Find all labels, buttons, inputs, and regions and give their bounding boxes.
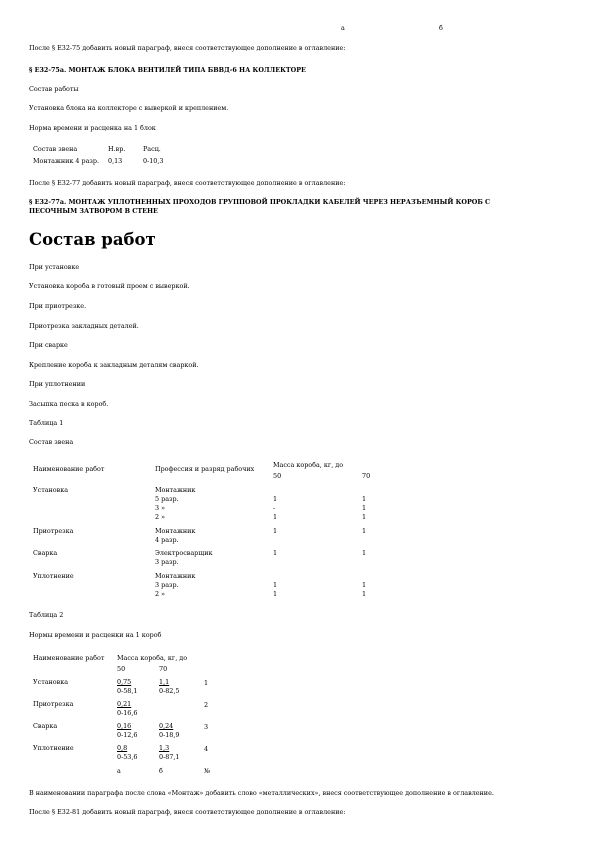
small-table-header-time: Н.вр. [108,145,126,153]
table1-label: Таблица 1 [29,419,64,427]
table2-footer-a: а [117,767,121,775]
section-heading-e32-75a: § Е32-75а. МОНТАЖ БЛОКА ВЕНТИЛЕЙ ТИПА БВВД-6 НА КОЛЛЕКТОРЕ [29,66,306,74]
table1-m70: 1 [362,581,367,589]
table2-row-work: Уплотнение [33,744,74,752]
table1-m50: 1 [273,549,278,557]
table1-row-work: Приотрезка [33,527,74,535]
table2-label: Таблица 2 [29,611,64,619]
table1-row-work: Установка [33,486,69,494]
table2-time-70: 0,24 [159,722,174,730]
table1-row-work: Сварка [33,549,58,557]
table2-rate-70: 0-87,1 [159,753,180,761]
table2-header-mass: Масса короба, кг, до [117,654,188,662]
small-table-rate: 0-10,3 [143,157,164,165]
intro-paragraph-2: После § Е32-77 добавить новый параграф, внеся соответствующее дополнение в оглавление: [29,179,346,187]
table2-rate-70: 0-82,5 [159,687,180,695]
table1-row-work: Уплотнение [33,572,74,580]
table1-m70: 1 [362,549,367,557]
table1-m70: 1 [362,527,367,535]
table1-m50: 1 [273,527,278,535]
table1-prof: 2 » [155,513,166,521]
composition-label: Состав работы [29,85,79,93]
table1-m70: 1 [362,504,367,512]
table2-time-70: 1,3 [159,744,170,752]
table2-row-work: Установка [33,678,69,686]
step-label: При сварке [29,341,68,349]
table1-prof: 4 разр. [155,536,179,544]
table1-prof: Монтажник [155,527,196,535]
table1-m50: - [273,504,276,512]
table2-footer-number: № [204,767,211,775]
table1-m50: 1 [273,581,278,589]
table2-time-50: 0,21 [117,700,132,708]
table1-prof: 3 » [155,504,166,512]
table2-footer-b: б [159,767,163,775]
table2-row-work: Приотрезка [33,700,74,708]
table2-row-number: 2 [204,701,209,709]
table2-rate-50: 0-16,6 [117,709,138,717]
table2-mass-50: 50 [117,665,126,673]
table2-row-number: 3 [204,723,209,731]
table2-row-work: Сварка [33,722,58,730]
table1-prof: 2 » [155,590,166,598]
section-heading-e32-77a-line1: § Е32-77а. МОНТАЖ УПЛОТНЕННЫХ ПРОХОДОВ ГРУППОВОЙ ПРОКЛАДКИ КАБЕЛЕЙ ЧЕРЕЗ НЕРАЗЪЕМНЫЙ КОРОБ С [29,198,491,206]
table2-rate-50: 0-58,1 [117,687,138,695]
table1-header-mass: Масса короба, кг, до [273,461,344,469]
table2-rate-70: 0-18,9 [159,731,180,739]
small-table-crew: Монтажник 4 разр. [33,157,100,165]
step-label: При установке [29,263,80,271]
table2-row-number: 1 [204,679,209,687]
step-text: Установка короба в готовый проем с выверкой. [29,282,190,290]
step-text: Приотрезка закладных деталей. [29,322,139,330]
intro-paragraph-1: После § Е32-75 добавить новый параграф, внеся соответствующее дополнение в оглавление: [29,44,346,52]
step-text: Засыпка песка в короб. [29,400,109,408]
step-label: При уплотнении [29,380,86,388]
table2-title: Нормы времени и расценки на 1 короб [29,631,162,639]
top-marker-b: б [439,24,443,32]
table1-header-profession: Профессия и разряд рабочих [155,465,255,473]
table1-prof: 5 разр. [155,495,179,503]
table2-mass-70: 70 [159,665,168,673]
section-heading-e32-77a-line2: ПЕСОЧНЫМ ЗАТВОРОМ В СТЕНЕ [29,207,158,215]
small-table-header-crew: Состав звена [33,145,78,153]
table2-time-50: 0,75 [117,678,132,686]
table1-m70: 1 [362,513,367,521]
small-table-header-rate: Расц. [143,145,161,153]
step-label: При приотрезке. [29,302,87,310]
table1-m50: 1 [273,495,278,503]
table1-prof: Электросварщик [155,549,213,557]
table1-header-work: Наименование работ [33,465,105,473]
top-marker-a: а [341,24,345,32]
table2-time-50: 0,16 [117,722,132,730]
table1-m50: 1 [273,513,278,521]
work-description: Установка блока на коллекторе с выверкой и креплением. [29,104,229,112]
table1-prof: 3 разр. [155,581,179,589]
table1-mass-50: 50 [273,472,282,480]
note-paragraph: В наименовании параграфа после слова «Монтаж» добавить слово «металлических», внеся соответствующее дополнение в оглавление. [29,789,494,797]
table2-header-work: Наименование работ [33,654,105,662]
intro-paragraph-4: После § Е32-81 добавить новый параграф, внеся соответствующее дополнение в оглавление: [29,808,346,816]
table1-prof: Монтажник [155,486,196,494]
step-text: Крепление короба к закладным деталям сваркой. [29,361,199,369]
composition-heading: Состав работ [29,230,156,249]
table1-m50: 1 [273,590,278,598]
norm-label: Норма времени и расценка на 1 блок [29,124,156,132]
table2-time-50: 0,8 [117,744,128,752]
table1-prof: Монтажник [155,572,196,580]
table1-mass-70: 70 [362,472,371,480]
table2-row-number: 4 [204,745,209,753]
table2-time-70: 1,1 [159,678,170,686]
table2-rate-50: 0-12,6 [117,731,138,739]
table1-prof: 3 разр. [155,558,179,566]
table1-m70: 1 [362,590,367,598]
table2-rate-50: 0-53,6 [117,753,138,761]
table1-m70: 1 [362,495,367,503]
small-table-time: 0,13 [108,157,123,165]
table1-title: Состав звена [29,438,74,446]
